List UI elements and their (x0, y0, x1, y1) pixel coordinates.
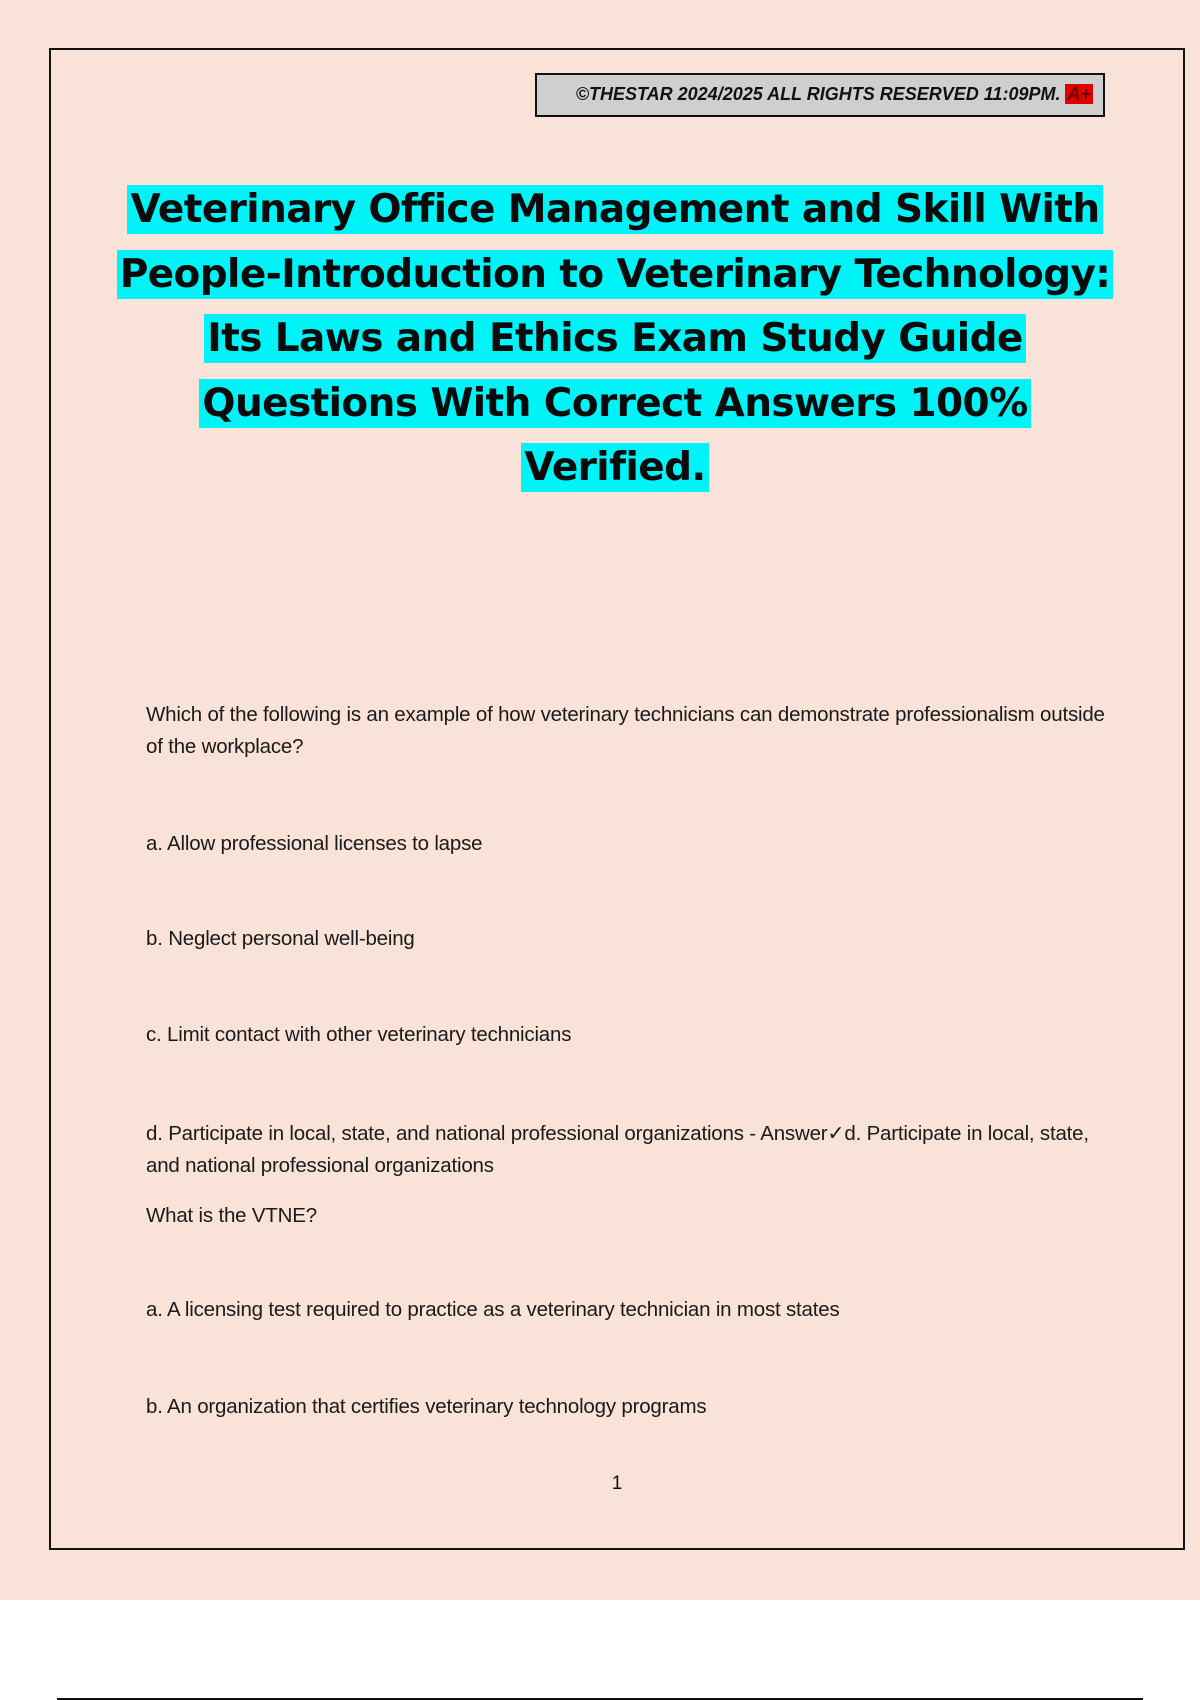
page-number: 1 (611, 1473, 623, 1494)
title-line-2: People-Introduction to Veterinary Technology: (117, 250, 1114, 299)
question-2-option-b: b. An organization that certifies veterinary technology programs (146, 1395, 707, 1418)
question-1-option-c: c. Limit contact with other veterinary technicians (146, 1023, 572, 1046)
title-line-4: Questions With Correct Answers 100% (199, 379, 1030, 428)
title-line-5: Verified. (521, 443, 708, 492)
question-2-text: What is the VTNE? (146, 1204, 317, 1227)
question-2-option-a: a. A licensing test required to practice as a veterinary technician in most states (146, 1298, 840, 1321)
question-1-option-d-answer: d. Participate in local, state, and national professional organizations - Answer✓d. Participate in local, state, and national professional organizations (146, 1122, 1089, 1177)
title-line-1: Veterinary Office Management and Skill With (127, 185, 1102, 234)
document-title (110, 178, 1120, 501)
question-1-option-b: b. Neglect personal well-being (146, 927, 415, 950)
question-1-text: Which of the following is an example of how veterinary technicians can demonstrate professionalism outside of the workplace? (146, 703, 1105, 758)
question-1-option-a: a. Allow professional licenses to lapse (146, 832, 483, 855)
copyright-banner (535, 73, 1105, 117)
copyright-text: ©THESTAR 2024/2025 ALL RIGHTS RESERVED 11:09PM. (575, 84, 1061, 104)
grade-badge: A+ (1067, 84, 1091, 104)
title-line-3: Its Laws and Ethics Exam Study Guide (204, 314, 1026, 363)
